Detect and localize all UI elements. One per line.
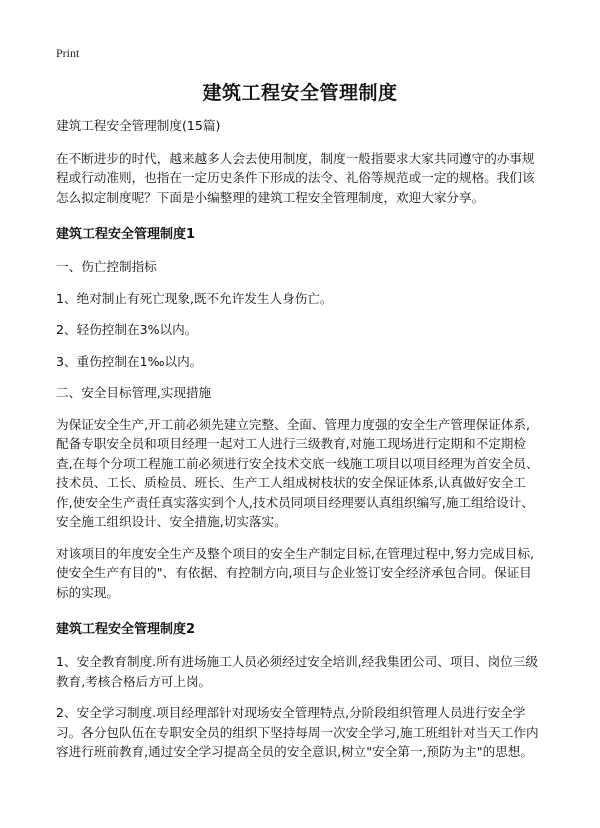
section-heading-1: 建筑工程安全管理制度1: [56, 227, 196, 242]
section1-paragraph-1: 一、伤亡控制指标: [56, 259, 157, 274]
document-body: [56, 116, 542, 774]
section-heading-2: 建筑工程安全管理制度2: [56, 622, 196, 637]
section2-paragraph-1: 1、安全教育制度.所有进场施工人员必须经过安全培训,经我集团公司、项目、岗位三级教育,考核合格后方可上岗。: [56, 654, 538, 689]
intro-paragraph: 在不断进步的时代，越来越多人会去使用制度，制度一般指要求大家共同遵守的办事规程或行动准则，也指在一定历史条件下形成的法令、礼俗等规范或一定的规格。我们该怎么拟定制度呢？下面是小编整理的建筑工程安全管理制度，欢迎大家分享。: [56, 150, 535, 205]
print-link[interactable]: Print: [56, 46, 80, 60]
page-title: 建筑工程安全管理制度: [202, 82, 398, 104]
section1-paragraph-2: 1、绝对制止有死亡现象,既不允许发生人身伤亡。: [56, 290, 333, 306]
section1-paragraph-7: 对该项目的年度安全生产及整个项目的安全生产制定目标,在管理过程中,努力完成目标,使安全生产有目的"、有依据、有控制方向,项目与企业签订安全经济承包合同。保证目标的实现。: [56, 545, 534, 600]
section1-paragraph-3: 2、轻伤控制在3%以内。: [56, 322, 198, 337]
document-subtitle: 建筑工程安全管理制度(15篇): [56, 118, 221, 133]
section1-paragraph-5: 二、安全目标管理,实现措施: [56, 385, 212, 400]
section1-paragraph-4: 3、重伤控制在1‰以内。: [56, 353, 203, 369]
section2-paragraph-2: 2、安全学习制度.项目经理部针对现场安全管理特点,分阶段组织管理人员进行安全学习。各分包队伍在专职安全员的组织下坚持每周一次安全学习,施工班组针对当天工作内容进行班前教育,通过安全学习提高全员的安全意识,树立"安全第一,预防为主"的思想。: [56, 705, 539, 759]
section1-paragraph-6: 为保证安全生产,开工前必须先建立完整、全面、管理力度强的安全生产管理保证体系,配备专职安全员和项目经理一起对工人进行三级教育,对施工现场进行定期和不定期检查,在每个分项工程施工前必须进行安全技术交底一线施工项目以项目经理为首安全员、技术员、工长、质检员、班长、生产工人组成树枝状的安全保证体系,认真做好安全工作,使安全生产责任真实落实到个人,技术员同项目经理要认真组织编写,施工组给设计、安全施工组织设计、安全措施,切实落实。: [56, 416, 539, 529]
